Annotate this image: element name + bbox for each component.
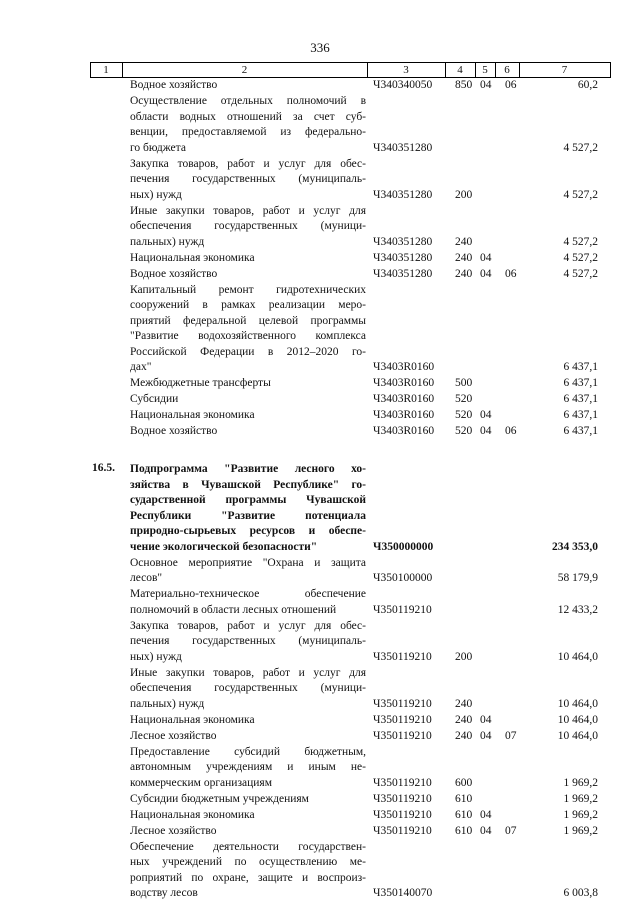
row-code: Ч350119210 [373, 729, 432, 742]
row-name-line: Иные закупки товаров, работ и услуг для [130, 204, 366, 217]
row-code: Ч3403R0160 [373, 361, 435, 373]
table-header [90, 62, 611, 78]
row-name-line: Водное хозяйство [130, 425, 218, 437]
row-expense-type: 610 [455, 808, 473, 821]
header-col-3: 3 [403, 64, 409, 76]
row-code: Ч350119210 [373, 792, 432, 805]
row-amount: 1 969,2 [563, 776, 598, 789]
row-expense-type: 610 [455, 824, 473, 837]
row-expense-type: 240 [455, 251, 473, 264]
row-subsection: 06 [505, 425, 517, 437]
row-name-line: Закупка товаров, работ и услуг для обес- [130, 619, 366, 632]
row-name-line: обеспечения государственных (муници- [130, 682, 366, 694]
row-amount: 10 464,0 [557, 713, 598, 726]
row-name-line: сооружений в рамках реализации меро- [130, 299, 366, 311]
row-name [130, 283, 366, 376]
row-name-line: Водное хозяйство [130, 79, 218, 91]
row-amount: 4 527,2 [563, 267, 598, 280]
row-amount: 1 969,2 [563, 808, 598, 821]
row-name [130, 462, 366, 555]
row-name [130, 666, 366, 713]
row-name-line: Республики "Развитие потенциала [130, 509, 366, 522]
row-name-line: Материально-техническое обеспечение [130, 588, 366, 600]
row-section: 04 [480, 409, 492, 421]
row-code: Ч340351280 [373, 141, 433, 154]
row-name-line: приятий федеральной целевой программы [130, 314, 366, 327]
row-name-line: Национальная экономика [130, 251, 255, 264]
row-name-line: Обеспечение деятельности государствен- [130, 840, 366, 853]
row-code: Ч3403R0160 [373, 409, 435, 421]
row-amount: 6 003,8 [563, 887, 598, 899]
row-amount: 6 437,1 [563, 377, 598, 389]
row-name [130, 619, 366, 666]
row-code: Ч350119210 [373, 824, 432, 837]
row-name-line: Закупка товаров, работ и услуг для обес- [130, 157, 366, 170]
row-name-line: Предоставление субсидий бюджетным, [130, 745, 366, 758]
row-name-line: Субсидии [130, 393, 179, 405]
row-code: Ч340351280 [373, 267, 433, 280]
row-name-line: сударственной программы Чувашской [130, 494, 366, 506]
row-expense-type: 520 [455, 393, 473, 405]
row-section: 04 [480, 425, 492, 437]
row-amount: 4 527,2 [563, 188, 598, 201]
row-subsection: 07 [505, 729, 517, 742]
row-name-line: венции, предоставляемой из федерально- [130, 126, 366, 138]
row-amount: 1 969,2 [563, 824, 598, 837]
row-name-line: Осуществление отдельных полномочий в [130, 95, 366, 107]
row-code: Ч340351280 [373, 251, 433, 264]
row-name-line: Иные закупки товаров, работ и услуг для [130, 666, 366, 679]
header-col-7: 7 [561, 64, 568, 76]
row-amount: 10 464,0 [557, 697, 598, 710]
row-name-line: Национальная экономика [130, 808, 255, 821]
row-code: Ч350100000 [373, 572, 433, 584]
header-col-1: 1 [103, 64, 109, 76]
row-name-line: Национальная экономика [130, 409, 255, 421]
row-code: Ч340351280 [373, 235, 433, 248]
row-name [130, 556, 366, 587]
row-expense-type: 240 [455, 729, 473, 742]
row-name [130, 392, 366, 408]
row-code: Ч350119210 [373, 713, 432, 726]
row-code: Ч3403R0160 [373, 425, 435, 437]
row-name [130, 713, 366, 729]
row-name-line: Межбюджетные трансферты [130, 377, 271, 389]
row-amount: 6 437,1 [563, 361, 598, 373]
row-name-line: "Развитие водохозяйственного комплекса [130, 330, 366, 342]
row-name [130, 267, 366, 283]
row-expense-type: 610 [455, 792, 473, 805]
row-code: Ч350119210 [373, 650, 432, 663]
row-name-line: Водное хозяйство [130, 267, 218, 280]
header-col-2: 2 [241, 64, 248, 76]
header-col-6: 6 [504, 64, 510, 76]
row-code: Ч350119210 [373, 603, 432, 616]
row-section: 04 [480, 824, 492, 837]
row-name [130, 408, 366, 424]
row-name-line: лесов" [130, 572, 163, 584]
row-name-line: роприятий по охране, защите и воспроиз- [130, 871, 366, 884]
row-amount: 10 464,0 [557, 729, 598, 742]
row-expense-type: 500 [455, 377, 473, 389]
row-expense-type: 240 [455, 267, 473, 280]
row-section: 04 [480, 808, 492, 821]
row-expense-type: 200 [455, 650, 473, 663]
row-name-line: Капитальный ремонт гидротехнических [130, 283, 366, 296]
row-name [130, 157, 366, 204]
row-code: Ч350119210 [373, 808, 432, 821]
row-amount: 6 437,1 [563, 393, 598, 405]
row-name-line: Субсидии бюджетным учреждениям [130, 792, 309, 805]
row-name-line: области водных отношений за счет суб- [130, 110, 366, 123]
row-name-line: зяйства в Чувашской Республике" го- [130, 478, 366, 491]
row-name-line: печения государственных (муниципаль- [130, 635, 366, 647]
row-amount: 4 527,2 [563, 251, 598, 264]
row-amount: 4 527,2 [563, 141, 598, 154]
row-code: Ч340351280 [373, 188, 433, 201]
row-section: 04 [480, 267, 492, 280]
row-name [130, 729, 366, 745]
row-name [130, 745, 366, 792]
row-name-line: пальных) нужд [130, 235, 205, 248]
row-name-line: дах" [130, 361, 152, 373]
row-code: Ч3403R0160 [373, 393, 435, 405]
row-name-line: Российской Федерации в 2012–2020 го- [130, 345, 366, 358]
row-name-line: природно-сырьевых ресурсов и обеспе- [130, 525, 366, 537]
row-code: Ч350140070 [373, 887, 433, 899]
row-name-line: водству лесов [130, 887, 198, 899]
row-code: Ч3403R0160 [373, 377, 435, 389]
row-name [130, 251, 366, 267]
row-expense-type: 200 [455, 188, 473, 201]
row-name [130, 376, 366, 392]
row-expense-type: 240 [455, 713, 473, 726]
row-name [130, 808, 366, 824]
row-expense-type: 520 [455, 409, 473, 421]
row-expense-type: 600 [455, 776, 473, 789]
row-subsection: 07 [505, 824, 517, 837]
header-col-4: 4 [457, 64, 463, 76]
row-name-line: Лесное хозяйство [130, 729, 217, 742]
row-name-line: автономным учреждениям и иным не- [130, 761, 366, 773]
row-name [130, 792, 366, 808]
row-section: 04 [480, 729, 492, 742]
header-col-5: 5 [482, 64, 488, 76]
row-amount: 10 464,0 [557, 650, 598, 663]
row-name-line: Национальная экономика [130, 713, 255, 726]
row-name-line: печения государственных (муниципаль- [130, 173, 366, 185]
row-name [130, 204, 366, 251]
row-expense-type: 240 [455, 235, 473, 248]
row-amount: 6 437,1 [563, 409, 598, 421]
row-section: 04 [480, 251, 492, 264]
row-name-line: чение экологической безопасности" [130, 540, 318, 553]
row-section: 04 [480, 713, 492, 726]
row-code: Ч350000000 [373, 540, 434, 553]
row-amount: 12 433,2 [557, 603, 598, 616]
row-name-line: обеспечения государственных (муници- [130, 220, 366, 232]
row-name [130, 94, 366, 156]
row-subsection: 06 [505, 79, 517, 91]
row-name [130, 78, 366, 94]
row-amount: 6 437,1 [563, 425, 598, 437]
row-code: Ч350119210 [373, 697, 432, 710]
row-name-line: Основное мероприятие "Охрана и защита [130, 556, 366, 569]
row-name-line: ных учреждений по осуществлению ме- [130, 856, 366, 868]
page-number: 336 [310, 40, 330, 55]
section-number: 16.5. [92, 462, 115, 474]
row-expense-type: 240 [455, 697, 473, 710]
row-name [130, 824, 366, 840]
row-name-line: ных) нужд [130, 188, 182, 201]
row-amount: 234 353,0 [552, 540, 598, 553]
row-name-line: Лесное хозяйство [130, 824, 217, 837]
row-name-line: пальных) нужд [130, 697, 205, 710]
row-code: Ч350119210 [373, 776, 432, 789]
row-name-line: го бюджета [130, 141, 186, 154]
row-name [130, 587, 366, 618]
row-amount: 1 969,2 [563, 792, 598, 805]
row-name-line: ных) нужд [130, 650, 182, 663]
row-expense-type: 520 [455, 425, 473, 437]
row-name-line: Подпрограмма "Развитие лесного хо- [130, 463, 366, 475]
row-name-line: полномочий в области лесных отношений [130, 603, 337, 616]
row-amount: 58 179,9 [557, 572, 598, 584]
row-amount: 4 527,2 [563, 235, 598, 248]
row-name-line: коммерческим организациям [130, 776, 272, 789]
row-expense-type: 850 [455, 79, 473, 91]
row-code: Ч340340050 [373, 79, 433, 91]
row-subsection: 06 [505, 267, 517, 280]
row-section: 04 [480, 79, 492, 91]
row-name [130, 840, 366, 902]
row-name [130, 424, 366, 440]
row-amount: 60,2 [577, 79, 598, 91]
